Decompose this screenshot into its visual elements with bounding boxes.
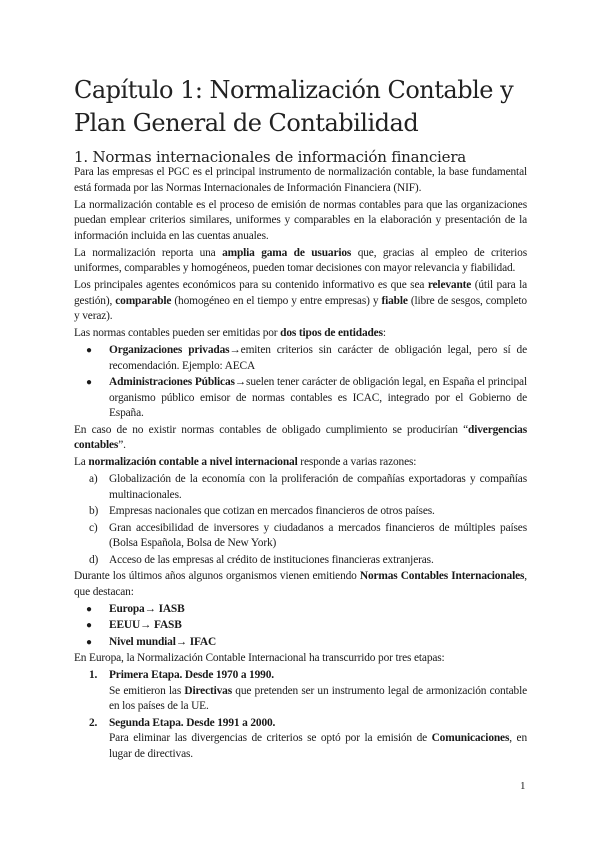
bullet-icon: ● [86, 636, 92, 648]
list-item: ● Nivel mundial→ IFAC [74, 635, 527, 651]
chapter-title: Capítulo 1: Normalización Contable y Plan General de Contabilidad [74, 76, 514, 137]
list-item: ● Organizaciones privadas→emiten criterios sin carácter de obligación legal, pero sí de recomendación. Ejemplo: AECA [86, 344, 527, 372]
entities-list [74, 343, 527, 422]
paragraph-9: En Europa, la Normalización Contable Internacional ha transcurrido por tres etapas: [74, 652, 445, 664]
list-item: ● Europa→ IASB [74, 602, 527, 618]
list-item: b) Empresas nacionales que cotizan en mercados financieros de otros países. [89, 505, 435, 517]
paragraph-4: Los principales agentes económicos para su contenido informativo es que sea relevante (útil para la gestión), comparable (homogéneo en el tiempo y entre empresas) y fiable (libre de sesgos, completo y veraz). [74, 279, 527, 322]
list-item: 1. Primera Etapa. Desde 1970 a 1990. Se emitieron las Directivas que pretenden ser un instrumento legal de armonización contable en los países de la UE. [89, 669, 527, 712]
paragraph-3: La normalización reporta una amplia gama de usuarios que, gracias al empleo de criterios uniformes, comparables y homogéneos, pueden tomar decisiones con mayor relevancia y fiabilidad. [74, 246, 527, 274]
paragraph-1: Para las empresas el PGC es el principal instrumento de normalización contable, la base fundamental está formada por las Normas Internacionales de Información Financiera (NIF). [74, 166, 527, 194]
paragraph-7: La normalización contable a nivel internacional responde a varias razones: [74, 456, 417, 468]
list-item: 2. Segunda Etapa. Desde 1991 a 2000. Para eliminar las divergencias de criterios se optó por la emisión de Comunicaciones, en lugar de directivas. [89, 716, 527, 760]
paragraph-5: Las normas contables pueden ser emitidas por dos tipos de entidades: [74, 327, 386, 339]
list-item: c) Gran accesibilidad de inversores y ciudadanos a mercados financieros de múltiples países (Bolsa Española, Bolsa de New York) [89, 521, 527, 549]
bullet-icon: ● [86, 377, 92, 388]
page-number: 1 [520, 780, 526, 792]
bullet-icon: ● [86, 345, 92, 356]
stages-list [74, 668, 527, 762]
list-item: d) Acceso de las empresas al crédito de instituciones financieras extranjeras. [89, 553, 434, 566]
bullet-icon: ● [86, 620, 92, 631]
bodies-list [74, 602, 527, 651]
list-item: ● EEUU→ FASB [74, 618, 527, 634]
paragraph-6: En caso de no existir normas contables de obligado cumplimiento se producirían “divergencias contables”. [74, 423, 527, 451]
bullet-icon: ● [86, 603, 92, 615]
reasons-list [74, 472, 527, 568]
list-item: a) Globalización de la economía con la proliferación de compañías exportadoras y compañías multinacionales. [89, 473, 527, 501]
paragraph-8: Durante los últimos años algunos organismos vienen emitiendo Normas Contables Internacionales, que destacan: [74, 570, 527, 598]
section-heading: 1. Normas internacionales de información financiera [74, 148, 467, 166]
paragraph-2: La normalización contable es el proceso de emisión de normas contables para que las organizaciones puedan emplear criterios similares, uniformes y comparables en la elaboración y presentación de la información incluida en las cuentas anuales. [74, 198, 527, 242]
document-body [74, 165, 527, 763]
list-item: ● Administraciones Públicas→suelen tener carácter de obligación legal, en España el principal organismo público emisor de normas contables es ICAC, integrado por el Gobierno de España. [86, 376, 527, 419]
